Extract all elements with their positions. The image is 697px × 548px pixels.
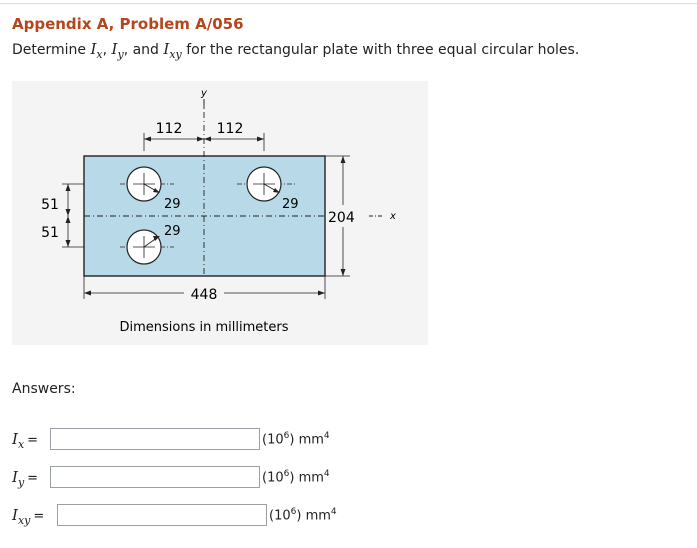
plate-figure: [12, 81, 428, 349]
dim-upper-left: 51: [41, 197, 59, 213]
x-axis-label: x: [390, 211, 396, 222]
problem-title: Appendix A, Problem A/056: [12, 15, 244, 33]
figure-caption: Dimensions in millimeters: [119, 320, 289, 335]
dim-left-half: 112: [155, 121, 183, 137]
dim-width: 448: [190, 287, 218, 303]
dim-right-half: 112: [216, 121, 244, 137]
y-axis-label: y: [201, 88, 207, 99]
answer-row-ixy: [0, 504, 697, 532]
radius-label-2: 29: [282, 197, 299, 212]
iy-unit: $(10^6)$ $mm^4$: [262, 469, 330, 486]
question-prefix: Determine: [12, 42, 87, 58]
answer-label-ixy: $I_{xy}$ =: [12, 506, 45, 527]
var-ix: $I_x$: [90, 40, 103, 61]
plate-diagram: [12, 81, 428, 345]
var-ixy: $I_{xy}$: [163, 40, 182, 61]
top-divider: [0, 3, 697, 4]
iy-answer-input[interactable]: [50, 466, 260, 488]
ix-answer-input[interactable]: [50, 428, 260, 450]
radius-label-3: 29: [164, 224, 181, 239]
problem-question: [12, 40, 579, 61]
ix-unit: $(10^6)$ $mm^4$: [262, 431, 330, 448]
ixy-unit: $(10^6)$ $mm^4$: [269, 507, 337, 524]
radius-label-1: 29: [164, 197, 181, 212]
answer-label-iy: $I_y$ =: [12, 468, 39, 489]
conj-1: ,: [102, 42, 108, 58]
answer-row-iy: [0, 466, 697, 494]
answer-label-ix: $I_x$ =: [12, 430, 39, 451]
conj-2: , and: [123, 42, 159, 58]
dim-lower-left: 51: [41, 225, 59, 241]
answers-heading: Answers:: [12, 381, 76, 397]
question-suffix: for the rectangular plate with three equal circular holes.: [186, 42, 580, 58]
ixy-answer-input[interactable]: [57, 504, 267, 526]
dim-height: 204: [328, 210, 355, 226]
answer-row-ix: [0, 428, 697, 456]
var-iy: $I_y$: [111, 40, 124, 61]
